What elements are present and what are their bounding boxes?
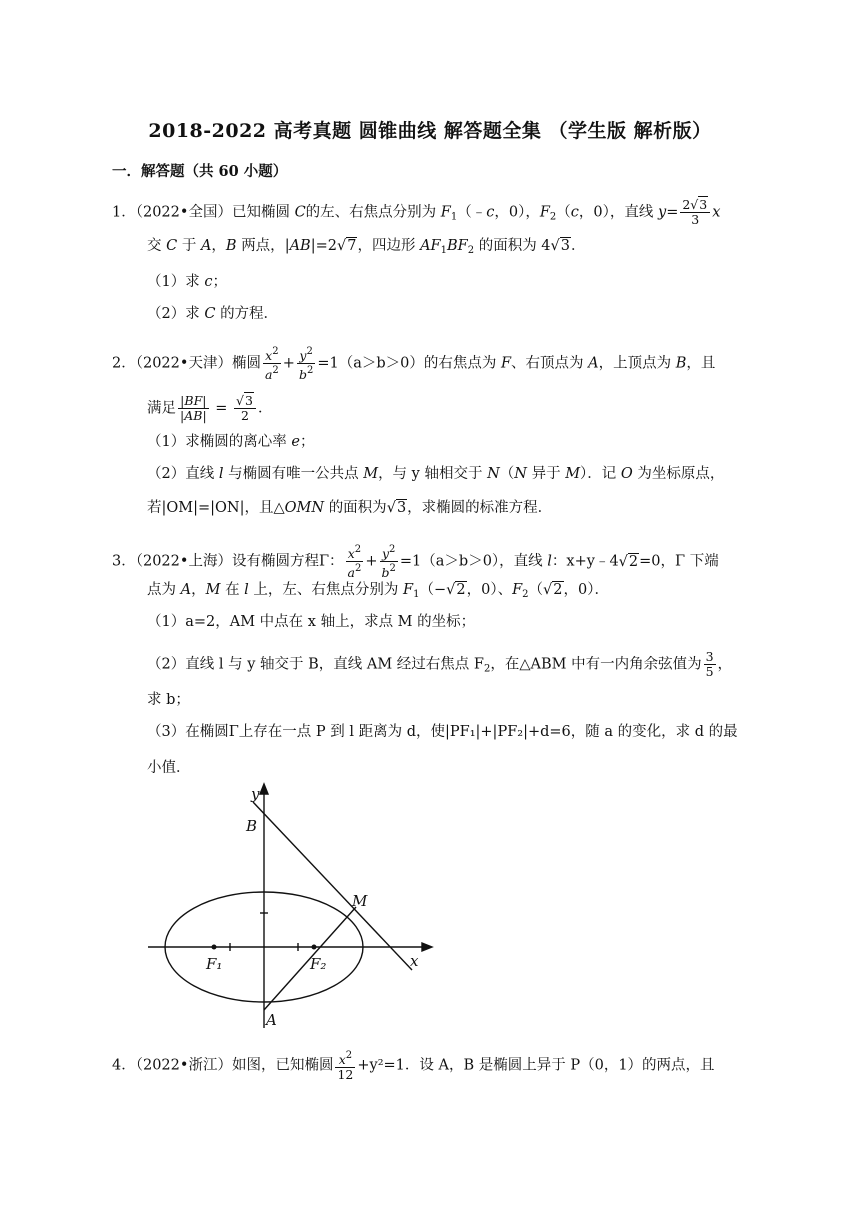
problem-2-line-1: 2．（2022•天津）椭圆 $\frac{x^2}{a^2}$ + $\frac{y^2}{b^2}$ =1（a＞b＞0）的右焦点为 F、右顶点为 A，上顶点为 B，且 bbox=[112, 346, 716, 382]
focus-f1-point bbox=[212, 945, 217, 950]
label-f2: F₂ bbox=[310, 955, 327, 973]
problem-3-question-3-line-2: 小值． bbox=[147, 760, 191, 776]
ellipse-diagram bbox=[140, 780, 440, 1030]
problem-2-question-2-line-2: 若|OM|=|ON|，且△OMN 的面积为√3，求椭圆的标准方程． bbox=[147, 500, 553, 516]
y-axis-arrow bbox=[260, 784, 268, 794]
problem-1-question-1: （1）求 c； bbox=[147, 274, 227, 290]
problem-3-question-2-line-2: 求 b； bbox=[147, 692, 190, 708]
focus-f2-point bbox=[312, 945, 317, 950]
label-m: M bbox=[352, 892, 368, 910]
problem-3-question-1: （1）a=2，AM 中点在 x 轴上，求点 M 的坐标； bbox=[147, 614, 476, 630]
label-a: A bbox=[266, 1011, 277, 1029]
label-y: y bbox=[251, 785, 260, 803]
label-f1: F₁ bbox=[206, 955, 223, 973]
problem-1-line-2: 交 C 于 A，B 两点，|AB|=2√7，四边形 $AF_1BF_2$ 的面积为 4√3． bbox=[147, 238, 586, 256]
problem-1-question-2: （2）求 C 的方程． bbox=[147, 306, 279, 322]
label-x: x bbox=[410, 952, 419, 970]
problem-2-line-2: 满足 $\frac{|BF|}{|AB|}$ = $\frac{√3}{2}$ ． bbox=[147, 393, 273, 423]
problem-3-question-2-line-1: （2）直线 l 与 y 轴交于 B，直线 AM 经过右焦点 $F_2$，在△ABM 中有一内角余弦值为 $\frac{3}{5}$ ， bbox=[147, 649, 733, 679]
problem-2-question-1: （1）求椭圆的离心率 e； bbox=[147, 434, 315, 450]
x-axis-arrow bbox=[422, 943, 432, 951]
problem-3-line-1: 3．（2022•上海）设有椭圆方程Γ： $\frac{x^2}{a^2}$ + $\frac{y^2}{b^2}$ =1（a＞b＞0），直线 l：x+y﹣4√2=0，Γ 下端 bbox=[112, 544, 719, 580]
problem-3-question-3-line-1: （3）在椭圆Γ上存在一点 P 到 l 距离为 d，使|PF₁|+|PF₂|+d=6，随 a 的变化，求 d 的最 bbox=[147, 724, 738, 740]
problem-1-line-1: 1．（2022•全国）已知椭圆 C的左、右焦点分别为 $F_1(﹣c$，0），$F_2(c$，0），直线 y= $\frac{2√3}{3}$ x bbox=[112, 197, 721, 227]
label-b: B bbox=[246, 817, 258, 835]
problem-2-question-2-line-1: （2）直线 l 与椭圆有唯一公共点 M，与 y 轴相交于 N（N 异于 M）．记 O 为坐标原点， bbox=[147, 466, 725, 482]
section-heading: 一．解答题（共 60 小题） bbox=[112, 163, 288, 180]
line-l bbox=[253, 802, 412, 970]
document-title: 2018-2022 高考真题 圆锥曲线 解答题全集 （学生版 解析版） bbox=[148, 120, 712, 142]
problem-4-line-1: 4．（2022•浙江）如图，已知椭圆 $\frac{x^2}{12}$ +y²=1．设 A，B 是椭圆上异于 P（0，1）的两点，且 bbox=[112, 1050, 715, 1082]
problem-3-line-2: 点为 A，M 在 l 上，左、右焦点分别为 $F_1(-√2$，0）、$F_2(√2$，0）． bbox=[147, 582, 609, 600]
